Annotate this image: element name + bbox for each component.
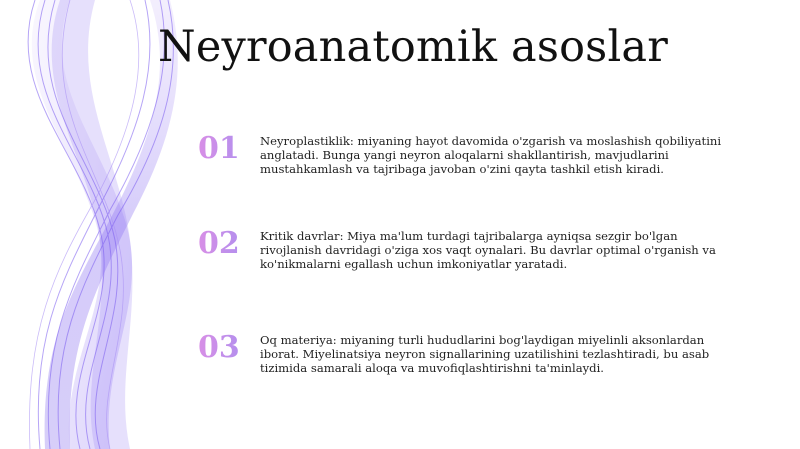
item-number: 03 bbox=[198, 330, 254, 365]
item-text: Kritik davrlar: Miya ma'lum turdagi tajribalarga ayniqsa sezgir bo'lgan rivojlanish davridagi o'ziga xos vaqt oynalari. Bu davrlar optimal o'rganish va ko'nikmalarni egallash uchun imkoniyatlar yaratadi. bbox=[260, 229, 716, 272]
item-number: 01 bbox=[198, 131, 254, 166]
item-text: Neyroplastiklik: miyaning hayot davomida o'zgarish va moslashish qobiliyatini anglatadi. Bunga yangi neyron aloqalarni shakllantirish, mavjudlarini mustahkamlash va tajribaga javoban o'zini qayta tashkil etish kiradi. bbox=[260, 134, 722, 177]
slide-title: Neyroanatomik asoslar bbox=[158, 22, 668, 72]
item-text: Oq materiya: miyaning turli hududlarini bog'laydigan miyelinli aksonlardan iborat. Miyelinatsiya neyron signallarining uzatilishini tezlashtiradi, bu asab tizimida samarali aloqa va muvofiqlashtirishni ta'minlaydi. bbox=[260, 333, 710, 376]
item-number: 02 bbox=[198, 226, 254, 261]
